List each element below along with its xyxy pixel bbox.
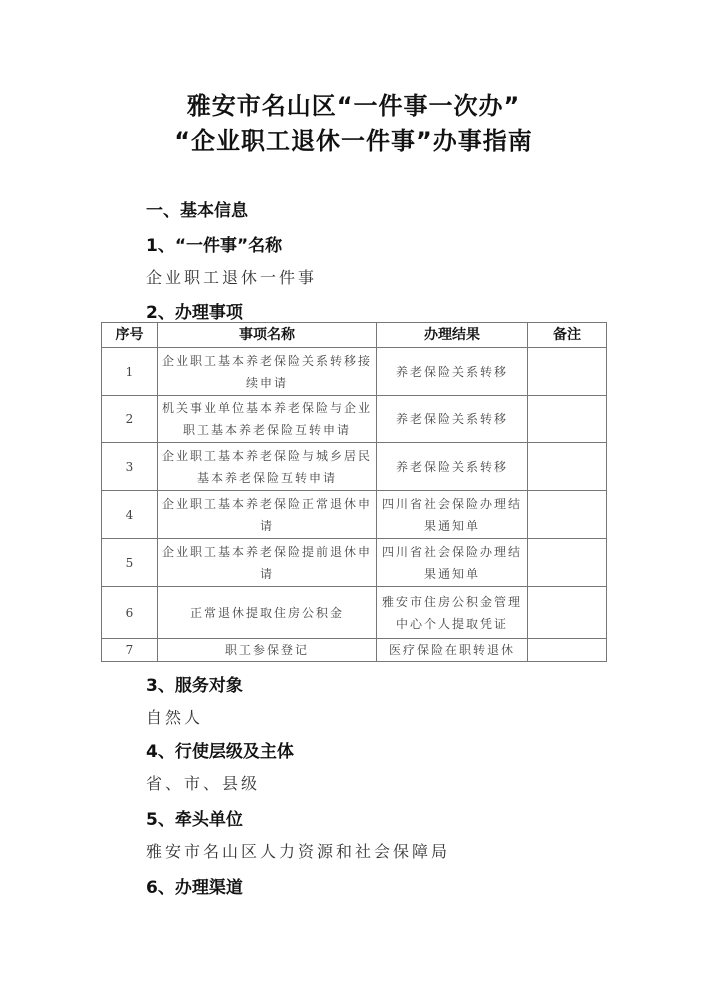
cell-note [528,539,607,587]
document-title-line2: “企业职工退休一件事”办事指南 [174,127,533,155]
table-row [102,639,607,662]
item5-value: 雅安市名山区人力资源和社会保障局 [146,842,451,861]
table-row [102,396,607,443]
cell-result: 养老保险关系转移 [377,348,528,396]
cell-no: 5 [102,539,158,587]
header-name: 事项名称 [158,323,377,348]
table-row [102,539,607,587]
cell-result: 养老保险关系转移 [377,396,528,443]
cell-name: 企业职工基本养老保险关系转移接续申请 [158,348,377,396]
cell-name: 企业职工基本养老保险正常退休申请 [158,491,377,539]
item5-heading: 5、牵头单位 [146,810,243,830]
item6-heading: 6、办理渠道 [146,878,243,898]
cell-no: 6 [102,587,158,639]
document-title-line1: 雅安市名山区“一件事一次办” [186,92,521,120]
cell-name: 正常退休提取住房公积金 [158,587,377,639]
cell-result: 四川省社会保险办理结果通知单 [377,491,528,539]
cell-no: 7 [102,639,158,662]
cell-note [528,587,607,639]
header-no: 序号 [102,323,158,348]
cell-name: 职工参保登记 [158,639,377,662]
table-row [102,348,607,396]
cell-result: 雅安市住房公积金管理中心个人提取凭证 [377,587,528,639]
cell-note [528,639,607,662]
cell-no: 3 [102,443,158,491]
items-table [101,322,607,662]
cell-note [528,491,607,539]
item3-heading: 3、服务对象 [146,676,243,696]
header-result: 办理结果 [377,323,528,348]
cell-result: 医疗保险在职转退休 [377,639,528,662]
table-header-row [102,323,607,348]
cell-note [528,348,607,396]
table-row [102,587,607,639]
cell-no: 4 [102,491,158,539]
table-row [102,443,607,491]
section-basic-info: 一、基本信息 [146,201,248,221]
table-row [102,491,607,539]
cell-no: 2 [102,396,158,443]
item4-value: 省、市、县级 [146,774,261,793]
item1-value: 企业职工退休一件事 [146,268,318,287]
item1-heading: 1、“一件事”名称 [146,236,283,256]
header-note: 备注 [528,323,607,348]
cell-no: 1 [102,348,158,396]
cell-name: 企业职工基本养老保险与城乡居民基本养老保险互转申请 [158,443,377,491]
item2-heading: 2、办理事项 [146,303,243,323]
cell-note [528,396,607,443]
item4-heading: 4、行使层级及主体 [146,742,294,762]
item3-value: 自然人 [146,708,204,727]
cell-note [528,443,607,491]
cell-result: 四川省社会保险办理结果通知单 [377,539,528,587]
cell-name: 企业职工基本养老保险提前退休申请 [158,539,377,587]
cell-result: 养老保险关系转移 [377,443,528,491]
cell-name: 机关事业单位基本养老保险与企业职工基本养老保险互转申请 [158,396,377,443]
